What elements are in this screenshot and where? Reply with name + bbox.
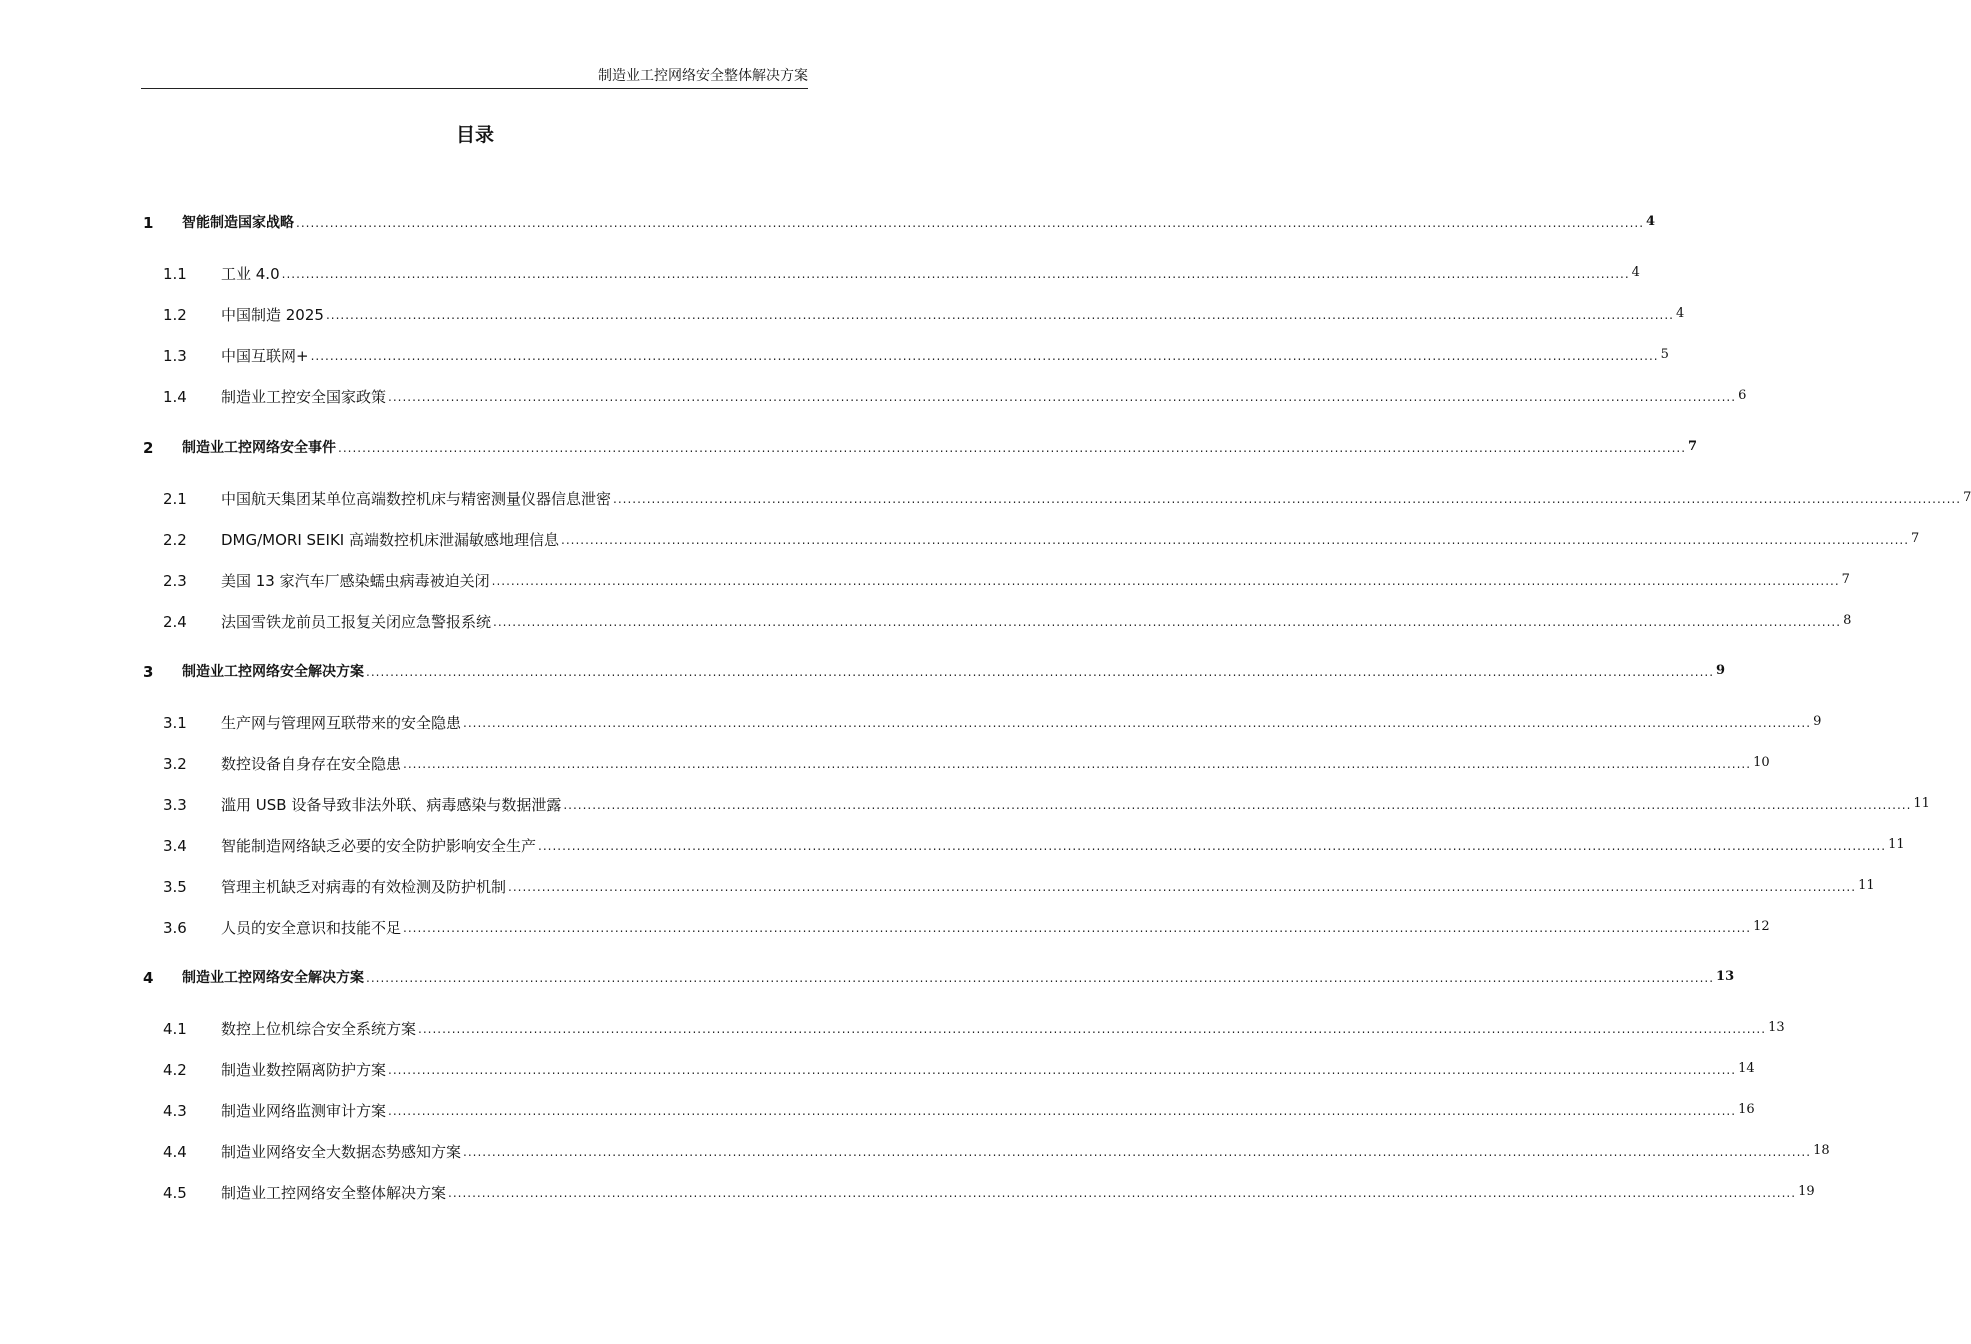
toc-entry-number: 1.1 (163, 265, 187, 283)
toc-entry[interactable] (0, 872, 1875, 896)
toc-entry-page: 13 (1768, 1020, 1785, 1035)
toc-entry-title: 人员的安全意识和技能不足 (221, 919, 402, 937)
toc-entry-page: 11 (1913, 796, 1930, 811)
toc-entry-title: 中国制造 2025 (221, 306, 324, 324)
toc-dot-leader: ........................................................................................................................................................................................................................................................................................ (325, 308, 1674, 322)
toc-entry-page: 4 (1646, 214, 1656, 229)
toc-dot-leader: ........................................................................................................................................................................................................................................................................................ (388, 390, 1737, 404)
toc-entry-page: 4 (1676, 306, 1685, 321)
toc-dot-leader: ........................................................................................................................................................................................................................................................................................ (366, 665, 1715, 679)
toc-entry-page: 9 (1813, 714, 1822, 729)
toc-entry[interactable] (0, 607, 1852, 631)
toc-title: 目录 (455, 124, 494, 146)
toc-dot-leader: ........................................................................................................................................................................................................................................................................................ (296, 216, 1645, 230)
toc-entry-title: 数控设备自身存在安全隐患 (221, 755, 402, 773)
toc-entry-number: 4.1 (163, 1020, 187, 1038)
toc-entry-page: 7 (1963, 490, 1971, 505)
toc-entry-page: 4 (1631, 265, 1640, 280)
toc-dot-leader: ........................................................................................................................................................................................................................................................................................ (366, 971, 1715, 985)
toc-entry-title: 制造业工控网络安全解决方案 (182, 970, 364, 986)
toc-entry-title: 制造业工控网络安全事件 (182, 440, 336, 456)
toc-dot-leader: ........................................................................................................................................................................................................................................................................................ (403, 757, 1752, 771)
toc-entry[interactable] (0, 1178, 1815, 1202)
toc-entry-page: 11 (1888, 837, 1905, 852)
toc-entry-number: 3.1 (163, 714, 187, 732)
toc-entry-page: 19 (1798, 1184, 1815, 1199)
toc-entry-title: 智能制造网络缺乏必要的安全防护影响安全生产 (221, 837, 537, 855)
toc-entry[interactable] (0, 341, 1669, 365)
toc-entry[interactable] (0, 525, 1920, 549)
toc-entry-page: 13 (1716, 969, 1735, 984)
toc-entry-page: 18 (1813, 1143, 1830, 1158)
toc-entry[interactable] (0, 963, 1735, 987)
page-header (141, 68, 808, 89)
header-title: 制造业工控网络安全整体解决方案 (598, 68, 808, 84)
toc-entry-number: 2 (143, 439, 154, 457)
toc-entry-number: 3.2 (163, 755, 187, 773)
toc-entry-number: 2.2 (163, 531, 187, 549)
toc-entry-number: 2.3 (163, 572, 187, 590)
toc-entry[interactable] (0, 790, 1930, 814)
toc-entry-number: 1 (143, 214, 154, 232)
toc-dot-leader: ........................................................................................................................................................................................................................................................................................ (613, 492, 1962, 506)
toc-entry-title: 智能制造国家战略 (182, 215, 294, 231)
toc-entry-title: 制造业工控安全国家政策 (221, 388, 387, 406)
toc-entry-page: 7 (1841, 572, 1850, 587)
toc-entry-page: 16 (1738, 1102, 1755, 1117)
toc-entry-number: 1.3 (163, 347, 187, 365)
toc-entry-number: 1.2 (163, 306, 187, 324)
toc-entry-number: 3.3 (163, 796, 187, 814)
toc-entry-title: 滥用 USB 设备导致非法外联、病毒感染与数据泄露 (221, 796, 562, 814)
toc-entry[interactable] (0, 208, 1656, 232)
toc-dot-leader: ........................................................................................................................................................................................................................................................................................ (491, 574, 1840, 588)
toc-entry[interactable] (0, 300, 1685, 324)
toc-dot-leader: ........................................................................................................................................................................................................................................................................................ (463, 716, 1812, 730)
toc-entry[interactable] (0, 1137, 1830, 1161)
toc-entry-page: 14 (1738, 1061, 1755, 1076)
toc-entry-title: 法国雪铁龙前员工报复关闭应急警报系统 (221, 613, 492, 631)
toc-dot-leader: ........................................................................................................................................................................................................................................................................................ (388, 1063, 1737, 1077)
toc-entry[interactable] (0, 1096, 1755, 1120)
toc-dot-leader: ........................................................................................................................................................................................................................................................................................ (418, 1022, 1767, 1036)
toc-entry-title: 制造业网络安全大数据态势感知方案 (221, 1143, 462, 1161)
toc-entry-title: 美国 13 家汽车厂感染蠕虫病毒被迫关闭 (221, 572, 490, 590)
toc-entry[interactable] (0, 382, 1747, 406)
toc-entry-number: 2.1 (163, 490, 187, 508)
toc-entry-title: 制造业网络监测审计方案 (221, 1102, 387, 1120)
toc-dot-leader: ........................................................................................................................................................................................................................................................................................ (463, 1145, 1812, 1159)
toc-dot-leader: ........................................................................................................................................................................................................................................................................................ (563, 798, 1912, 812)
toc-entry-title: 工业 4.0 (221, 265, 280, 283)
toc-entry-number: 3.4 (163, 837, 187, 855)
toc-dot-leader: ........................................................................................................................................................................................................................................................................................ (493, 615, 1842, 629)
toc-entry[interactable] (0, 259, 1640, 283)
toc-entry-title: 制造业工控网络安全解决方案 (182, 664, 364, 680)
toc-entry-title: 生产网与管理网互联带来的安全隐患 (221, 714, 462, 732)
toc-dot-leader: ........................................................................................................................................................................................................................................................................................ (281, 267, 1630, 281)
toc-entry-title: 管理主机缺乏对病毒的有效检测及防护机制 (221, 878, 507, 896)
toc-entry[interactable] (0, 1014, 1785, 1038)
toc-entry-number: 4 (143, 969, 154, 987)
toc-dot-leader: ........................................................................................................................................................................................................................................................................................ (561, 533, 1910, 547)
toc-entry-page: 10 (1753, 755, 1770, 770)
toc-entry[interactable] (0, 749, 1770, 773)
toc-entry[interactable] (0, 831, 1905, 855)
toc-entry-title: 制造业数控隔离防护方案 (221, 1061, 387, 1079)
toc-entry-page: 6 (1738, 388, 1747, 403)
toc-entry-number: 3 (143, 663, 154, 681)
toc-entry-number: 4.3 (163, 1102, 187, 1120)
toc-entry-number: 4.2 (163, 1061, 187, 1079)
toc-entry-page: 9 (1716, 663, 1726, 678)
toc-entry-number: 4.5 (163, 1184, 187, 1202)
toc-dot-leader: ........................................................................................................................................................................................................................................................................................ (403, 921, 1752, 935)
toc-entry[interactable] (0, 657, 1726, 681)
toc-dot-leader: ........................................................................................................................................................................................................................................................................................ (508, 880, 1857, 894)
toc-dot-leader: ........................................................................................................................................................................................................................................................................................ (388, 1104, 1737, 1118)
toc-entry-page: 12 (1753, 919, 1770, 934)
toc-entry-page: 11 (1858, 878, 1875, 893)
toc-entry[interactable] (0, 433, 1698, 457)
toc-entry-number: 4.4 (163, 1143, 187, 1161)
toc-entry-page: 7 (1688, 439, 1698, 454)
toc-dot-leader: ........................................................................................................................................................................................................................................................................................ (310, 349, 1659, 363)
toc-dot-leader: ........................................................................................................................................................................................................................................................................................ (448, 1186, 1797, 1200)
toc-entry-page: 7 (1911, 531, 1920, 546)
toc-entry-number: 1.4 (163, 388, 187, 406)
toc-entry-page: 5 (1660, 347, 1669, 362)
toc-entry-number: 3.5 (163, 878, 187, 896)
toc-entry[interactable] (0, 708, 1822, 732)
toc-entry[interactable] (0, 484, 1971, 508)
toc-entry-title: 中国航天集团某单位高端数控机床与精密测量仪器信息泄密 (221, 490, 612, 508)
toc-entry[interactable] (0, 1055, 1755, 1079)
toc-entry-page: 8 (1843, 613, 1852, 628)
toc-entry-title: 中国互联网+ (221, 347, 309, 365)
toc-entry-number: 2.4 (163, 613, 187, 631)
toc-dot-leader: ........................................................................................................................................................................................................................................................................................ (338, 441, 1687, 455)
toc-dot-leader: ........................................................................................................................................................................................................................................................................................ (538, 839, 1887, 853)
toc-entry[interactable] (0, 566, 1850, 590)
toc-entry-title: DMG/MORI SEIKI 高端数控机床泄漏敏感地理信息 (221, 531, 559, 549)
toc-entry-number: 3.6 (163, 919, 187, 937)
toc-entry-title: 制造业工控网络安全整体解决方案 (221, 1184, 447, 1202)
toc-entry-title: 数控上位机综合安全系统方案 (221, 1020, 417, 1038)
toc-entry[interactable] (0, 913, 1770, 937)
